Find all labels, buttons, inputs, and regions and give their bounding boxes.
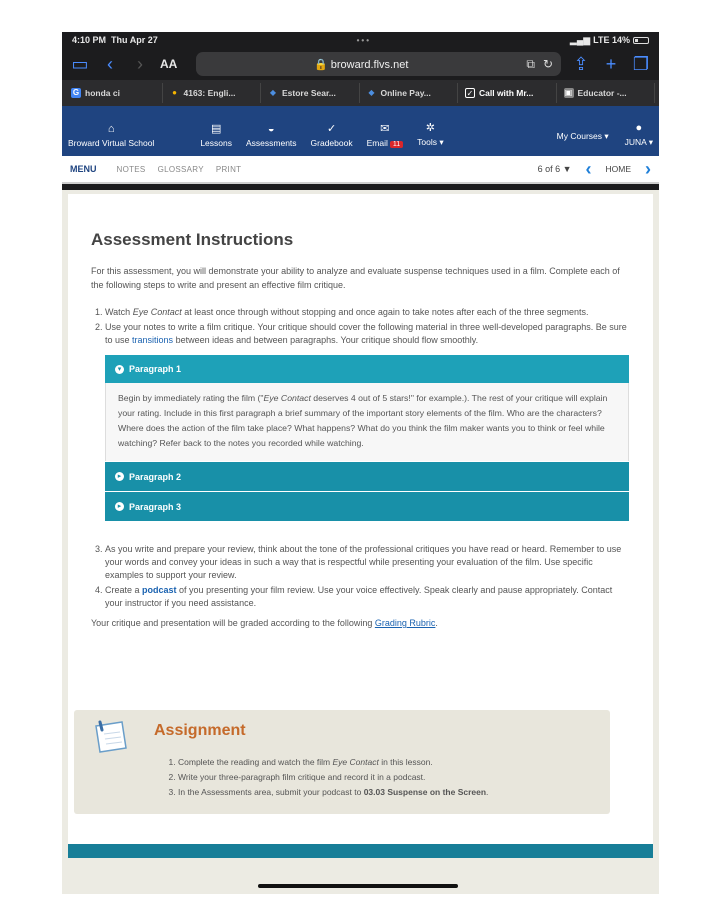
status-day: Thu Apr 27 <box>111 35 158 45</box>
brand-label: Broward Virtual School <box>68 138 155 148</box>
nav-assessments[interactable] <box>246 124 297 148</box>
nav-email[interactable] <box>367 124 404 148</box>
status-bar <box>62 32 659 48</box>
assignment-item-3: 3. In the Assessments area, submit your podcast to 03.03 Suspense on the Screen. <box>178 785 488 800</box>
tab-bar <box>62 80 659 106</box>
prev-page-icon[interactable]: ‹ <box>585 159 592 179</box>
assignment-title: Assignment <box>154 722 246 739</box>
grading-rubric-link[interactable]: Grading Rubric <box>374 618 436 628</box>
page-title: Assessment Instructions <box>91 230 294 249</box>
tab-label: Estore Sear... <box>282 88 336 98</box>
reload-icon[interactable]: ↻ <box>542 57 553 71</box>
inbox-icon: ◒ <box>267 123 275 135</box>
my-courses-label: My Courses ▾ <box>556 131 609 141</box>
status-time: 4:10 PM <box>72 35 107 45</box>
battery-icon <box>633 37 649 44</box>
footer-band <box>68 844 653 858</box>
tab-label: Call with Mr... <box>479 88 534 98</box>
ipad-screen <box>62 32 659 894</box>
paragraph-3-title: Paragraph 3 <box>129 501 182 512</box>
status-network: LTE 14% <box>593 35 630 45</box>
user-icon: ● <box>635 122 643 134</box>
share-icon[interactable]: ⇪ <box>573 53 589 74</box>
step-1: 1. Watch Eye Contact at least once through without stopping and once again to take notes after each of the three segments. <box>105 306 630 319</box>
nav-tools[interactable] <box>417 123 443 148</box>
nav-my-courses[interactable] <box>557 131 609 148</box>
check-icon: ✓ <box>466 89 474 98</box>
browser-toolbar <box>62 48 659 80</box>
lesson-page <box>68 194 653 844</box>
tabs-overview-icon[interactable]: ❐ <box>632 53 650 74</box>
paragraph-2-title: Paragraph 2 <box>129 471 182 482</box>
envelope-icon: ✉ <box>380 123 390 135</box>
multitask-dots[interactable]: ••• <box>356 35 372 45</box>
collapse-icon: ▾ <box>115 365 124 374</box>
step-4: 4. Create a podcast of you presenting your film review. Use your voice effectively. Speak clearly and pause appropriately. Contact your instructor if you need assistance. <box>105 584 630 610</box>
menu-button[interactable]: MENU <box>70 164 97 174</box>
next-page-icon[interactable]: › <box>645 159 651 179</box>
tab-4[interactable] <box>362 83 459 103</box>
google-icon: G <box>72 88 80 97</box>
steps-list <box>91 306 630 347</box>
assignment-box <box>74 710 610 814</box>
notepad-icon <box>92 720 134 754</box>
new-tab-icon[interactable]: + <box>605 53 617 74</box>
tools-label: Tools ▾ <box>417 137 444 147</box>
user-label: JUNA ▾ <box>624 137 653 147</box>
tab-3[interactable] <box>263 83 360 103</box>
tab-label: 4163: Engli... <box>183 88 236 98</box>
step-3: 3. As you write and prepare your review, think about the tone of the professional critiques you have read or heard. Remember to use your words and convey your ideas in such a way that is respectful while presenting your evaluation of the film. Use specific examples to support your review. <box>105 543 630 582</box>
nav-lessons[interactable] <box>200 124 232 148</box>
nav-gradebook[interactable] <box>311 124 353 148</box>
address-bar[interactable] <box>196 52 561 76</box>
url-text: broward.flvs.net <box>330 58 409 71</box>
paragraph-2-header[interactable] <box>105 461 629 491</box>
tab-2[interactable] <box>165 83 262 103</box>
tab-label: honda ci <box>85 88 120 98</box>
tab-label: Educator -... <box>577 88 627 98</box>
email-label: Email <box>366 138 388 148</box>
checkmark-icon: ✓ <box>326 123 337 135</box>
paragraph-accordion <box>105 355 629 521</box>
gear-icon: ✲ <box>425 122 435 134</box>
step-2: 2. Use your notes to write a film critique. Your critique should cover the following material in three well-developed paragraphs. Be sure to use transitions between ideas and between paragraphs. Your critique should flow smoothly. <box>105 321 630 347</box>
educator-icon: ▣ <box>564 88 573 97</box>
nav-user[interactable] <box>625 123 653 148</box>
transitions-link[interactable]: transitions <box>132 335 174 345</box>
paragraph-1-body: Begin by immediately rating the film ("Eye Contact deserves 4 out of 5 stars!" for example.). The rest of your critique will explain your rating. Include in this first paragraph a brief summary of the important story elements of the film. Who are the characters? Where does the action of the film take place? What happens? What do you think the film maker wants you to think or feel while watching? Refer back to the notes you recorded while watching. <box>105 383 629 461</box>
print-link[interactable]: PRINT <box>215 164 242 174</box>
back-icon[interactable]: ‹ <box>107 53 113 74</box>
reader-aa-button[interactable]: AA <box>160 57 178 71</box>
book-icon: ▤ <box>210 123 222 135</box>
tab-label: Online Pay... <box>380 88 431 98</box>
notes-link[interactable]: NOTES <box>116 164 146 174</box>
payment-icon: ◆ <box>368 88 375 97</box>
signal-icon: ▂▄▆ <box>569 34 591 45</box>
tab-1[interactable] <box>66 83 163 103</box>
assignment-item-2: 2. Write your three-paragraph film critique and record it in a podcast. <box>178 770 488 785</box>
assignment-list <box>166 755 488 800</box>
paragraph-1-title: Paragraph 1 <box>129 364 182 374</box>
assignment-item-1: 1. Complete the reading and watch the film Eye Contact in this lesson. <box>178 755 488 770</box>
nav-home[interactable] <box>68 124 154 148</box>
content-area <box>62 190 659 894</box>
expand-icon: ▸ <box>115 472 124 481</box>
grading-text: Your critique and presentation will be graded according to the following Grading Rubric. <box>91 618 438 628</box>
intro-text: For this assessment, you will demonstrate your ability to analyze and evaluate suspense techniques used in a film. Complete each of the following steps to write and present an effective film critique. <box>91 266 620 290</box>
lock-icon: 🔒 <box>313 58 328 71</box>
glossary-link[interactable]: GLOSSARY <box>157 164 204 174</box>
tab-5[interactable] <box>460 83 557 103</box>
forward-icon[interactable]: › <box>137 53 143 74</box>
paragraph-1-header[interactable] <box>105 355 629 383</box>
site-nav <box>62 106 659 156</box>
sidebar-icon[interactable]: ▭ <box>71 53 89 74</box>
share-screen-icon[interactable]: ⧉ <box>526 56 535 71</box>
assessments-label: Assessments <box>245 138 297 148</box>
page-selector[interactable]: 6 of 6 ▼ <box>537 164 572 174</box>
steps-list-continued <box>91 543 630 610</box>
tab-6[interactable] <box>559 83 656 103</box>
expand-icon: ▸ <box>115 502 124 511</box>
gradebook-label: Gradebook <box>310 138 353 148</box>
course-toolbar <box>62 156 659 184</box>
home-icon: ⌂ <box>107 123 115 135</box>
email-badge: 11 <box>390 141 403 148</box>
home-indicator[interactable] <box>258 884 458 888</box>
paragraph-3-header[interactable] <box>105 491 629 521</box>
canvas-icon: ● <box>172 88 177 97</box>
home-link[interactable]: HOME <box>605 164 631 174</box>
podcast-link[interactable]: podcast <box>142 585 177 595</box>
estore-icon: ◆ <box>269 88 277 97</box>
lessons-label: Lessons <box>200 138 232 148</box>
